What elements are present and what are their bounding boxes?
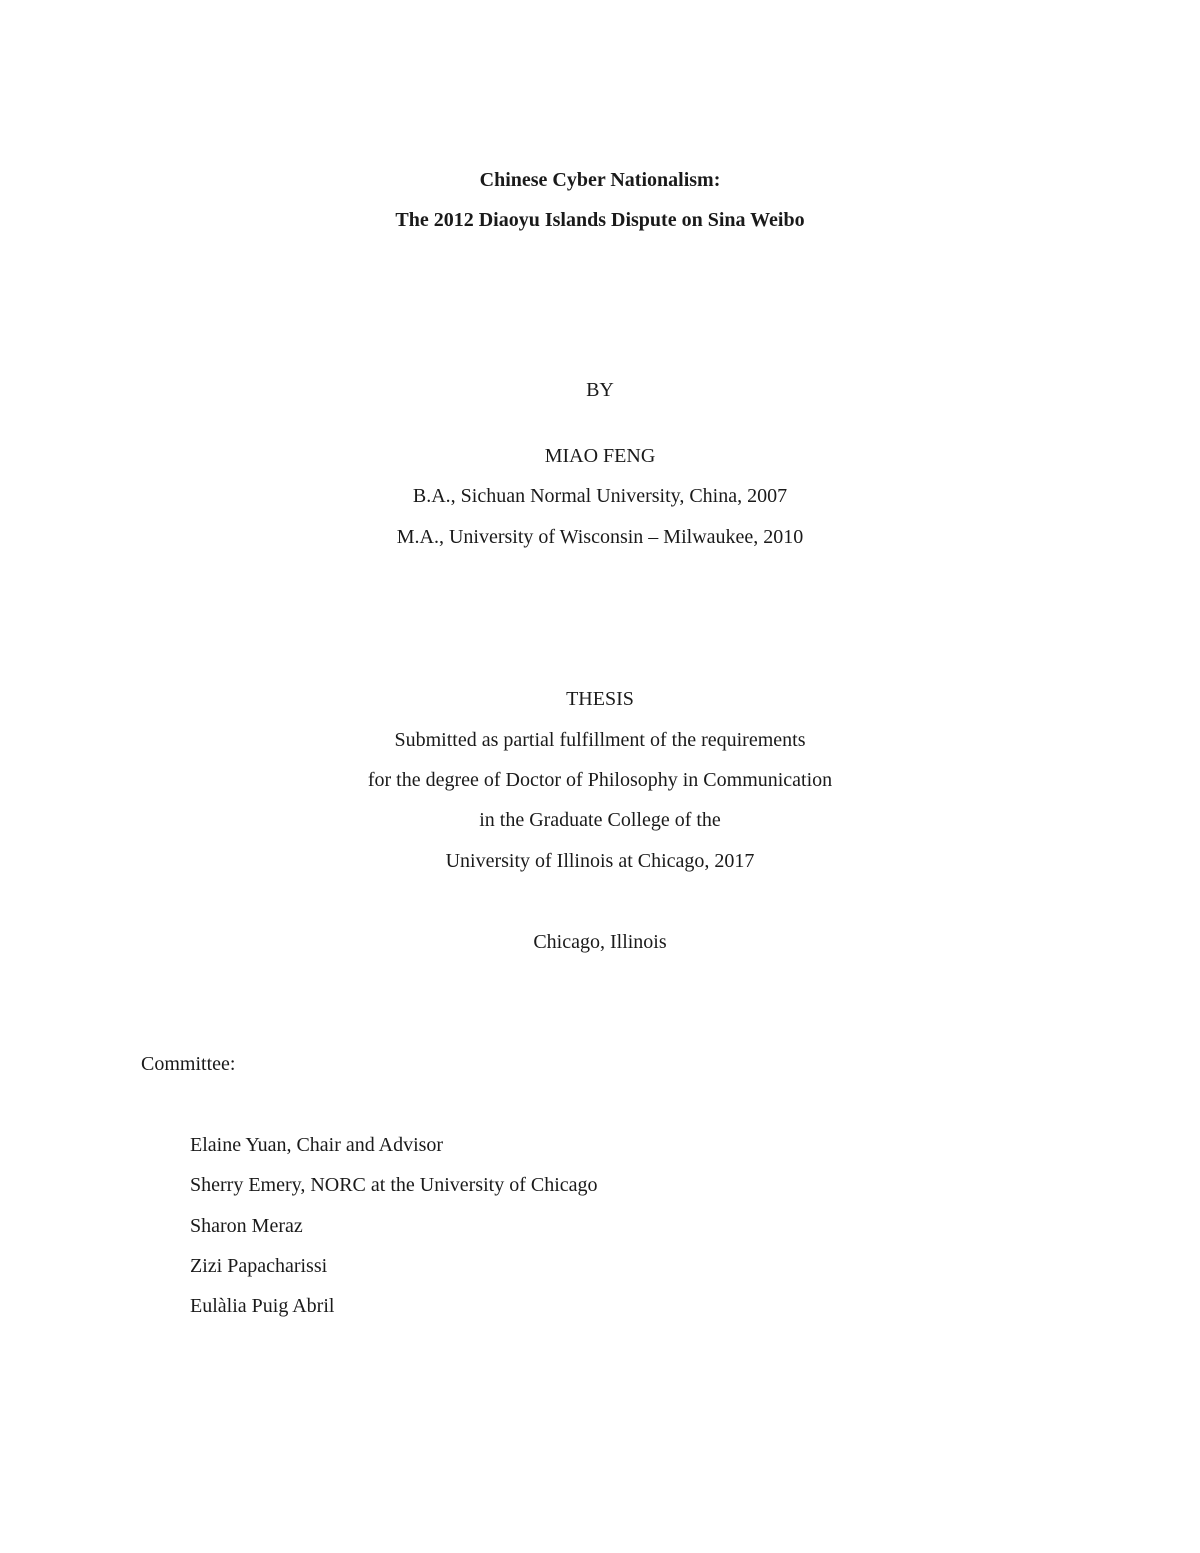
committee-member: Sharon Meraz [190, 1215, 303, 1237]
thesis-statement-line-4: University of Illinois at Chicago, 2017 [445, 850, 755, 872]
author-name: MIAO FENG [544, 445, 656, 467]
committee-member: Sherry Emery, NORC at the University of Chicago [190, 1174, 598, 1196]
committee-member: Elaine Yuan, Chair and Advisor [190, 1134, 444, 1156]
title-line-1: Chinese Cyber Nationalism: [479, 169, 721, 191]
thesis-statement-line-1: Submitted as partial fulfillment of the requirements [394, 729, 806, 751]
committee-label: Committee: [141, 1053, 236, 1075]
degree-ba: B.A., Sichuan Normal University, China, 2007 [412, 485, 788, 507]
title-line-2: The 2012 Diaoyu Islands Dispute on Sina Weibo [395, 209, 805, 231]
committee-member: Eulàlia Puig Abril [190, 1295, 335, 1317]
thesis-statement-line-3: in the Graduate College of the [479, 809, 721, 831]
degree-ma: M.A., University of Wisconsin – Milwaukee, 2010 [396, 526, 804, 548]
committee-member: Zizi Papacharissi [190, 1255, 328, 1277]
by-label: BY [586, 379, 614, 401]
thesis-statement-line-2: for the degree of Doctor of Philosophy in Communication [367, 769, 833, 791]
location: Chicago, Illinois [533, 931, 667, 953]
thesis-label: THESIS [566, 688, 634, 710]
